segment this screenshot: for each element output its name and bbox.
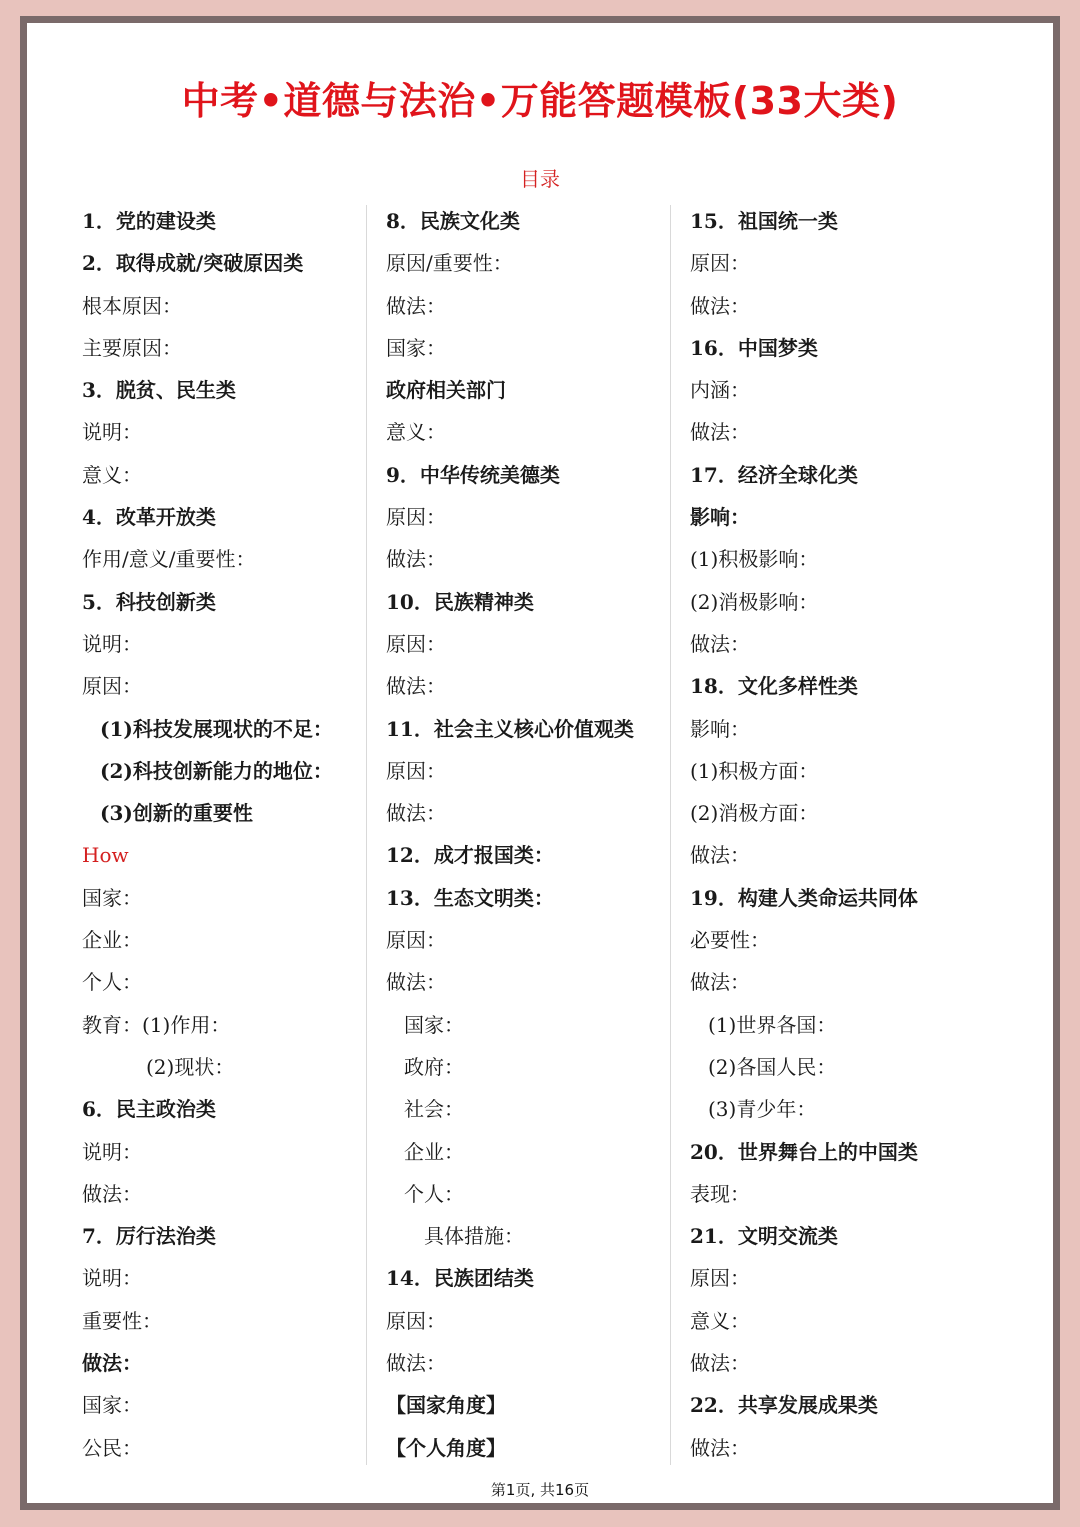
toc-entry: (1)积极影响： — [690, 547, 819, 572]
toc-heading: 目录 — [520, 167, 560, 191]
toc-entry: 影响： — [690, 505, 750, 530]
toc-entry: 社会： — [404, 1097, 464, 1122]
toc-entry: 政府相关部门 — [386, 378, 506, 403]
toc-entry: 企业： — [82, 928, 142, 953]
toc-entry: 做法： — [690, 1351, 750, 1376]
toc-entry: (1)科技发展现状的不足： — [100, 716, 333, 741]
toc-entry: (2)消极方面： — [690, 801, 819, 826]
toc-entry: 做法： — [690, 293, 750, 318]
toc-entry: 原因： — [386, 928, 446, 953]
toc-entry: 原因/重要性： — [386, 251, 513, 276]
toc-entry: 5．科技创新类 — [82, 589, 216, 614]
toc-entry: 13．生态文明类： — [386, 885, 554, 910]
toc-entry: 原因： — [386, 1308, 446, 1333]
toc-entry: 教育：(1)作用： — [82, 1012, 231, 1037]
toc-entry: (3)青少年： — [708, 1097, 817, 1122]
toc-entry: 做法： — [690, 843, 750, 868]
toc-entry: 做法： — [386, 801, 446, 826]
toc-entry: 做法： — [82, 1181, 142, 1206]
toc-entry: 原因： — [82, 674, 142, 699]
toc-column-1 — [82, 200, 372, 1469]
toc-entry: (2)科技创新能力的地位： — [100, 758, 333, 783]
toc-entry: 个人： — [404, 1181, 464, 1206]
toc-entry: 表现： — [690, 1181, 750, 1206]
toc-entry: (2)各国人民： — [708, 1054, 837, 1079]
toc-entry: 重要性： — [82, 1308, 162, 1333]
toc-entry: 意义： — [386, 420, 446, 445]
toc-entry: 22．共享发展成果类 — [690, 1393, 878, 1418]
toc-entry: 主要原因： — [82, 335, 182, 360]
toc-entry: 做法： — [386, 970, 446, 995]
toc-entry: 做法： — [690, 1435, 750, 1460]
toc-entry: 10．民族精神类 — [386, 589, 534, 614]
toc-entry: 1．党的建设类 — [82, 209, 216, 233]
toc-entry: 说明： — [82, 631, 142, 656]
toc-entry: 14．民族团结类 — [386, 1266, 534, 1291]
toc-entry: 做法： — [386, 674, 446, 699]
toc-entry: 17．经济全球化类 — [690, 462, 858, 487]
toc-entry: 做法： — [386, 293, 446, 318]
toc-entry: (1)积极方面： — [690, 758, 819, 783]
toc-entry: 国家： — [386, 335, 446, 360]
toc-entry: 内涵： — [690, 378, 750, 403]
toc-entry: 做法： — [386, 547, 446, 572]
toc-entry: 做法： — [690, 420, 750, 445]
toc-entry: 国家： — [404, 1012, 464, 1037]
toc-entry: 公民： — [82, 1435, 142, 1460]
toc-entry: (1)世界各国： — [708, 1012, 837, 1037]
toc-entry: 12．成才报国类： — [386, 843, 554, 868]
toc-entry: 原因： — [690, 251, 750, 276]
toc-entry: 21．文明交流类 — [690, 1224, 838, 1249]
toc-entry: 根本原因： — [82, 293, 182, 318]
toc-entry: 16．中国梦类 — [690, 335, 818, 360]
toc-entry: 企业： — [404, 1139, 464, 1164]
toc-entry: 9．中华传统美德类 — [386, 462, 560, 487]
toc-entry: 说明： — [82, 420, 142, 445]
toc-entry: 做法： — [386, 1351, 446, 1376]
toc-entry: (3)创新的重要性 — [100, 801, 253, 826]
toc-entry: 做法： — [82, 1351, 142, 1376]
toc-entry: (2)现状： — [146, 1054, 235, 1079]
toc-entry: 国家： — [82, 1393, 142, 1418]
toc-entry: 具体措施： — [424, 1224, 524, 1249]
toc-entry: 15．祖国统一类 — [690, 209, 838, 233]
toc-entry: 个人： — [82, 970, 142, 995]
toc-entry: 18．文化多样性类 — [690, 674, 858, 699]
toc-entry: 4．改革开放类 — [82, 505, 216, 530]
toc-entry: 做法： — [690, 970, 750, 995]
toc-column-3 — [690, 200, 980, 1469]
page-title: 中考•道德与法治•万能答题模板(33大类) — [181, 79, 899, 123]
toc-entry: 说明： — [82, 1139, 142, 1164]
toc-entry: 11．社会主义核心价值观类 — [386, 716, 634, 741]
toc-entry: How — [82, 843, 129, 868]
toc-entry: 3．脱贫、民生类 — [82, 378, 236, 403]
toc-column-2 — [386, 200, 676, 1469]
toc-entry: 原因： — [386, 505, 446, 530]
toc-entry: 原因： — [386, 758, 446, 783]
toc-entry: 【国家角度】 — [386, 1393, 506, 1418]
toc-entry: 作用/意义/重要性： — [82, 547, 256, 572]
toc-entry: 8．民族文化类 — [386, 209, 520, 233]
toc-entry: 做法： — [690, 631, 750, 656]
toc-entry: 影响： — [690, 716, 750, 741]
toc-entry: 必要性： — [690, 928, 770, 953]
toc-entry: 20．世界舞台上的中国类 — [690, 1139, 918, 1164]
toc-entry: 说明： — [82, 1266, 142, 1291]
toc-entry: 【个人角度】 — [386, 1435, 506, 1460]
toc-entry: 政府： — [404, 1054, 464, 1079]
toc-entry: 19．构建人类命运共同体 — [690, 885, 918, 910]
toc-entry: 国家： — [82, 885, 142, 910]
toc-entry: (2)消极影响： — [690, 589, 819, 614]
toc-entry: 7．厉行法治类 — [82, 1224, 216, 1249]
toc-entry: 意义： — [82, 462, 142, 487]
toc-entry: 6．民主政治类 — [82, 1097, 216, 1122]
toc-entry: 2．取得成就/突破原因类 — [82, 251, 304, 276]
toc-entry: 原因： — [690, 1266, 750, 1291]
toc-entry: 原因： — [386, 631, 446, 656]
page-footer: 第1页, 共16页 — [490, 1481, 590, 1499]
toc-entry: 意义： — [690, 1308, 750, 1333]
